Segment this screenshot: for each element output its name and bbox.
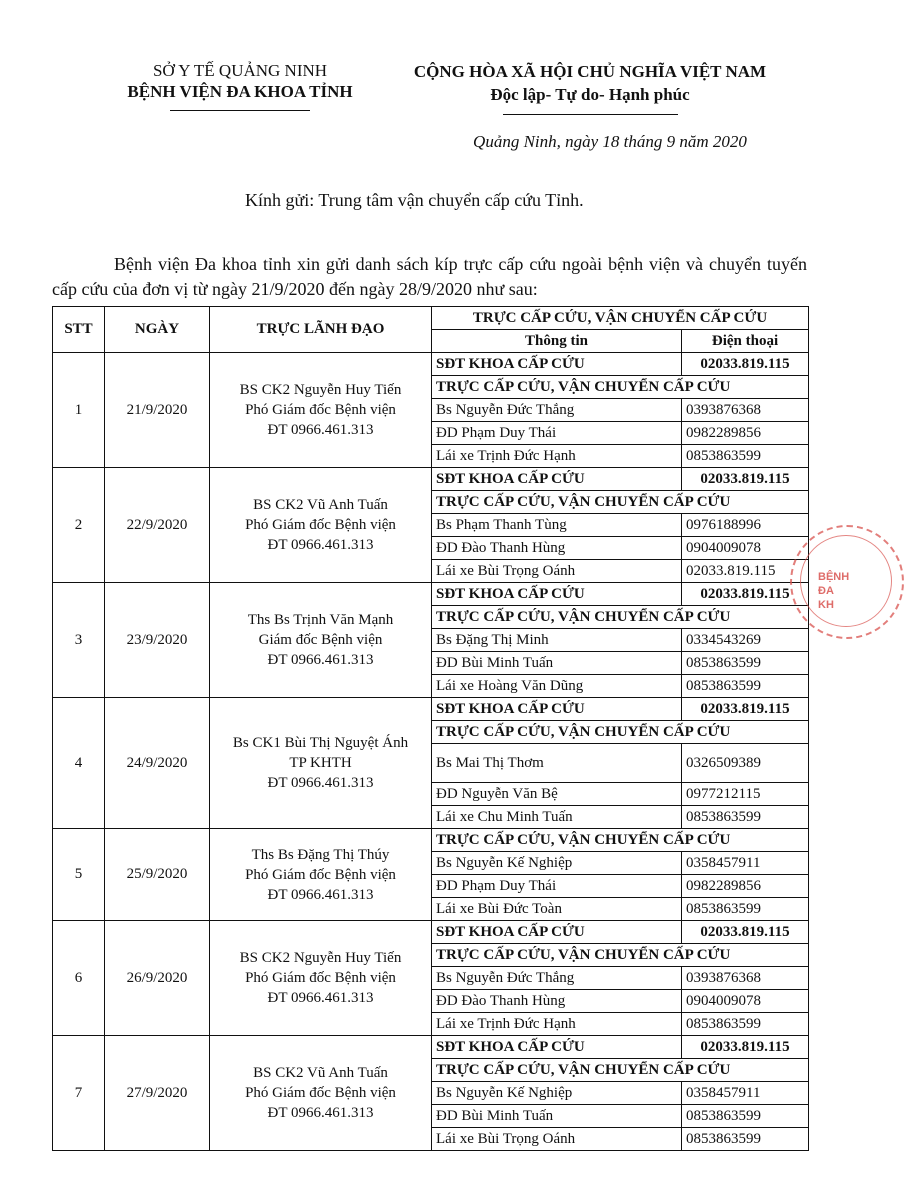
national-motto-block (370, 60, 810, 115)
leadership-line: Phó Giám đốc Bệnh viện (245, 402, 396, 418)
cell-leadership (210, 1036, 432, 1151)
cell-staff-info: ĐD Đào Thanh Hùng (432, 990, 682, 1013)
cell-day: 23/9/2020 (105, 583, 210, 698)
cell-staff-info: Lái xe Trịnh Đức Hạnh (432, 445, 682, 468)
cell-staff-info: ĐD Đào Thanh Hùng (432, 537, 682, 560)
header-stt: STT (53, 307, 105, 353)
intro-paragraph: Bệnh viện Đa khoa tỉnh xin gửi danh sách kíp trực cấp cứu ngoài bệnh viện và chuyển tuyến cấp cứu của đơn vị từ ngày 21/9/2020 đến ngày 28/9/2020 như sau: (52, 254, 807, 299)
cell-stt: 3 (53, 583, 105, 698)
cell-staff-info: ĐD Phạm Duy Thái (432, 875, 682, 898)
cell-staff-info: Bs Mai Thị Thơm (432, 744, 682, 783)
cell-hotline-number: 02033.819.115 (682, 468, 809, 491)
leadership-line: ĐT 0966.461.313 (267, 886, 374, 903)
leadership-line: Phó Giám đốc Bệnh viện (245, 866, 396, 883)
table-header-row (53, 307, 809, 330)
cell-section-label: TRỰC CẤP CỨU, VẬN CHUYỂN CẤP CỨU (432, 721, 809, 744)
cell-staff-phone: 0904009078 (682, 537, 809, 560)
table-row (53, 829, 809, 852)
leadership-line: BS CK2 Vũ Anh Tuấn (253, 497, 388, 513)
header-phone: Điện thoại (682, 330, 809, 353)
cell-stt: 6 (53, 921, 105, 1036)
leadership-line: ĐT 0966.461.313 (267, 422, 374, 438)
leadership-line: TP KHTH (289, 755, 352, 771)
cell-section-label: TRỰC CẤP CỨU, VẬN CHUYỂN CẤP CỨU (432, 491, 809, 514)
cell-hotline-label: SĐT KHOA CẤP CỨU (432, 698, 682, 721)
cell-staff-phone: 0982289856 (682, 422, 809, 445)
cell-staff-phone: 0853863599 (682, 1128, 809, 1151)
table-row (53, 468, 809, 491)
cell-hotline-label: SĐT KHOA CẤP CỨU (432, 1036, 682, 1059)
table-row (53, 353, 809, 376)
table-row (53, 921, 809, 944)
seal-text-line2: ĐA KH (818, 585, 834, 611)
cell-leadership (210, 829, 432, 921)
duty-roster-table (52, 306, 809, 1151)
cell-leadership (210, 468, 432, 583)
leadership-line: BS CK2 Vũ Anh Tuấn (253, 1065, 388, 1081)
cell-staff-phone: 0904009078 (682, 990, 809, 1013)
leadership-line: ĐT 0966.461.313 (267, 775, 374, 791)
cell-staff-phone: 0853863599 (682, 652, 809, 675)
leadership-line: Ths Bs Trịnh Văn Mạnh (247, 612, 394, 628)
cell-hotline-number: 02033.819.115 (682, 353, 809, 376)
cell-stt: 7 (53, 1036, 105, 1151)
cell-staff-phone: 0853863599 (682, 898, 809, 921)
cell-staff-phone: 0393876368 (682, 399, 809, 422)
cell-hotline-number: 02033.819.115 (682, 698, 809, 721)
recipient-line: Kính gửi: Trung tâm vận chuyển cấp cứu Tỉnh. (245, 190, 584, 210)
cell-section-label: TRỰC CẤP CỨU, VẬN CHUYỂN CẤP CỨU (432, 829, 809, 852)
seal-text-line1: BỆNH (818, 571, 850, 583)
red-seal-text (818, 570, 849, 612)
cell-stt: 4 (53, 698, 105, 829)
issuer-block (90, 60, 390, 111)
table-row (53, 583, 809, 606)
cell-staff-phone: 0393876368 (682, 967, 809, 990)
cell-staff-info: Lái xe Bùi Trọng Oánh (432, 560, 682, 583)
issuer-underline (170, 110, 310, 111)
cell-stt: 1 (53, 353, 105, 468)
national-name: CỘNG HÒA XÃ HỘI CHỦ NGHĨA VIỆT NAM (413, 62, 767, 81)
header-info: Thông tin (432, 330, 682, 353)
cell-staff-info: Bs Phạm Thanh Tùng (432, 514, 682, 537)
leadership-line: Phó Giám đốc Bệnh viện (245, 970, 396, 986)
leadership-line: Phó Giám đốc Bệnh viện (245, 517, 396, 533)
leadership-line: Phó Giám đốc Bệnh viện (245, 1085, 396, 1101)
leadership-line: ĐT 0966.461.313 (267, 652, 374, 668)
cell-staff-info: Bs Nguyễn Kế Nghiệp (432, 852, 682, 875)
cell-staff-info: Bs Nguyễn Đức Thắng (432, 967, 682, 990)
cell-staff-info: Lái xe Hoàng Văn Dũng (432, 675, 682, 698)
cell-staff-phone: 0853863599 (682, 806, 809, 829)
cell-section-label: TRỰC CẤP CỨU, VẬN CHUYỂN CẤP CỨU (432, 944, 809, 967)
cell-hotline-label: SĐT KHOA CẤP CỨU (432, 583, 682, 606)
table-row (53, 1036, 809, 1059)
cell-staff-info: Lái xe Bùi Đức Toàn (432, 898, 682, 921)
cell-staff-info: Bs Đặng Thị Minh (432, 629, 682, 652)
cell-staff-phone: 0977212115 (682, 783, 809, 806)
header-day: NGÀY (105, 307, 210, 353)
cell-staff-phone: 0853863599 (682, 445, 809, 468)
cell-staff-phone: 0334543269 (682, 629, 809, 652)
leadership-line: ĐT 0966.461.313 (267, 1105, 374, 1121)
motto-underline (503, 114, 678, 115)
cell-staff-info: Bs Nguyễn Kế Nghiệp (432, 1082, 682, 1105)
cell-hotline-label: SĐT KHOA CẤP CỨU (432, 921, 682, 944)
cell-staff-phone: 02033.819.115 (682, 560, 809, 583)
header-leadership: TRỰC LÃNH ĐẠO (210, 307, 432, 353)
cell-staff-phone: 0358457911 (682, 1082, 809, 1105)
leadership-line: Giám đốc Bệnh viện (258, 632, 383, 648)
leadership-line: Ths Bs Đặng Thị Thúy (251, 846, 390, 863)
cell-staff-info: Bs Nguyễn Đức Thắng (432, 399, 682, 422)
cell-section-label: TRỰC CẤP CỨU, VẬN CHUYỂN CẤP CỨU (432, 376, 809, 399)
issuer-hospital: BỆNH VIỆN ĐA KHOA TỈNH (127, 82, 353, 101)
cell-staff-phone: 0853863599 (682, 1013, 809, 1036)
header-emergency-group: TRỰC CẤP CỨU, VẬN CHUYỂN CẤP CỨU (432, 307, 809, 330)
cell-staff-phone: 0326509389 (682, 744, 809, 783)
cell-hotline-number: 02033.819.115 (682, 921, 809, 944)
cell-leadership (210, 921, 432, 1036)
leadership-line: BS CK2 Nguyễn Huy Tiến (239, 382, 402, 398)
cell-staff-info: Lái xe Trịnh Đức Hạnh (432, 1013, 682, 1036)
roster-body (53, 353, 809, 1151)
cell-stt: 2 (53, 468, 105, 583)
cell-stt: 5 (53, 829, 105, 921)
cell-day: 21/9/2020 (105, 353, 210, 468)
cell-staff-info: ĐD Bùi Minh Tuấn (432, 652, 682, 675)
leadership-line: ĐT 0966.461.313 (267, 990, 374, 1006)
cell-day: 24/9/2020 (105, 698, 210, 829)
cell-leadership (210, 698, 432, 829)
cell-hotline-label: SĐT KHOA CẤP CỨU (432, 353, 682, 376)
cell-day: 22/9/2020 (105, 468, 210, 583)
cell-staff-info: Lái xe Bùi Trọng Oánh (432, 1128, 682, 1151)
cell-day: 26/9/2020 (105, 921, 210, 1036)
cell-staff-phone: 0853863599 (682, 1105, 809, 1128)
cell-hotline-number: 02033.819.115 (682, 1036, 809, 1059)
cell-hotline-label: SĐT KHOA CẤP CỨU (432, 468, 682, 491)
cell-section-label: TRỰC CẤP CỨU, VẬN CHUYỂN CẤP CỨU (432, 606, 809, 629)
cell-day: 25/9/2020 (105, 829, 210, 921)
cell-section-label: TRỰC CẤP CỨU, VẬN CHUYỂN CẤP CỨU (432, 1059, 809, 1082)
cell-leadership (210, 353, 432, 468)
cell-staff-phone: 0358457911 (682, 852, 809, 875)
cell-staff-phone: 0982289856 (682, 875, 809, 898)
cell-staff-info: ĐD Nguyễn Văn Bệ (432, 783, 682, 806)
leadership-line: BS CK2 Nguyễn Huy Tiến (239, 950, 402, 966)
document-date: Quảng Ninh, ngày 18 tháng 9 năm 2020 (473, 132, 747, 151)
cell-staff-info: Lái xe Chu Minh Tuấn (432, 806, 682, 829)
cell-day: 27/9/2020 (105, 1036, 210, 1151)
cell-staff-info: ĐD Bùi Minh Tuấn (432, 1105, 682, 1128)
cell-staff-phone: 0976188996 (682, 514, 809, 537)
leadership-line: ĐT 0966.461.313 (267, 537, 374, 553)
issuer-department: SỞ Y TẾ QUẢNG NINH (152, 61, 328, 80)
leadership-line: Bs CK1 Bùi Thị Nguyệt Ánh (232, 735, 409, 751)
cell-staff-phone: 0853863599 (682, 675, 809, 698)
national-motto: Độc lập- Tự do- Hạnh phúc (490, 85, 690, 104)
cell-staff-info: ĐD Phạm Duy Thái (432, 422, 682, 445)
cell-leadership (210, 583, 432, 698)
cell-hotline-number: 02033.819.115 (682, 583, 809, 606)
table-row (53, 698, 809, 721)
